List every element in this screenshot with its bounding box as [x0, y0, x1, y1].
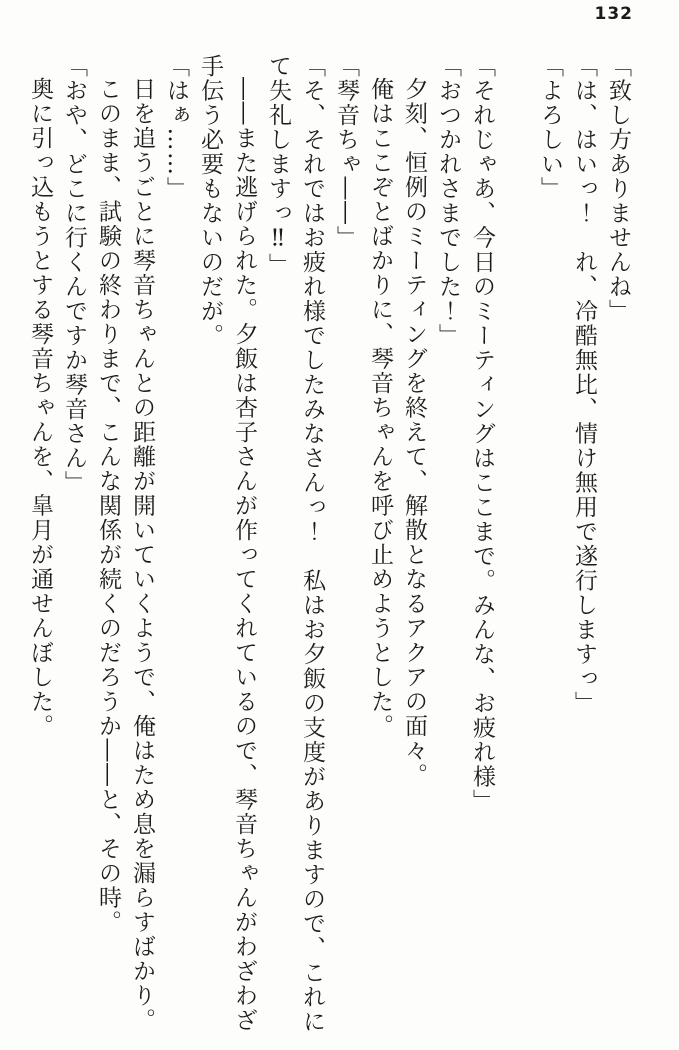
text-line: 奥に引っ込もうとする琴音ちゃんを、皐月が通せんぼした。: [27, 77, 53, 739]
text-line: 日を追うごとに琴音ちゃんとの距離が開いていくようで、俺はため息を漏らすばかり。: [129, 77, 155, 1033]
text-line: 「おつかれさまでした！」: [435, 54, 461, 348]
page-number: 132: [594, 4, 633, 24]
text-line: 「おや、どこに行くんですか琴音さん」: [61, 54, 87, 495]
blank-line: [499, 54, 533, 1040]
text-line: 「はぁ……」: [163, 54, 189, 201]
text-line: 「致し方ありませんね」: [605, 54, 631, 324]
text-line: ――また逃げられた。夕飯は杏子さんが作ってくれているので、琴音ちゃんがわざわざ: [231, 77, 257, 1033]
text-line: 「それじゃあ、今日のミーティングはここまで。みんな、お疲れ様」: [469, 54, 495, 814]
text-line: このまま、試験の終わりまで、こんな関係が続くのだろうか――と、その時。: [95, 77, 121, 935]
text-line: 俺はここぞとばかりに、琴音ちゃんを呼び止めようとした。: [367, 77, 393, 739]
text-line: 手伝う必要もないのだが。: [197, 54, 223, 348]
text-line: 夕刻、恒例のミーティングを終えて、解散となるアクアの面々。: [401, 77, 427, 788]
text-line: 「琴音ちゃ――」: [333, 54, 359, 250]
text-line: て失礼しますっ‼」: [265, 54, 291, 278]
text-line: 「よろしい」: [537, 54, 563, 201]
text-line: 「は、はいっ！ れ、冷酷無比、情け無用で遂行しますっ」: [571, 54, 597, 716]
text-line: 「そ、それではお疲れ様でしたみなさんっ！ 私はお夕飯の支度がありますので、これに: [299, 54, 325, 1034]
vertical-text-area: [16, 54, 635, 1040]
